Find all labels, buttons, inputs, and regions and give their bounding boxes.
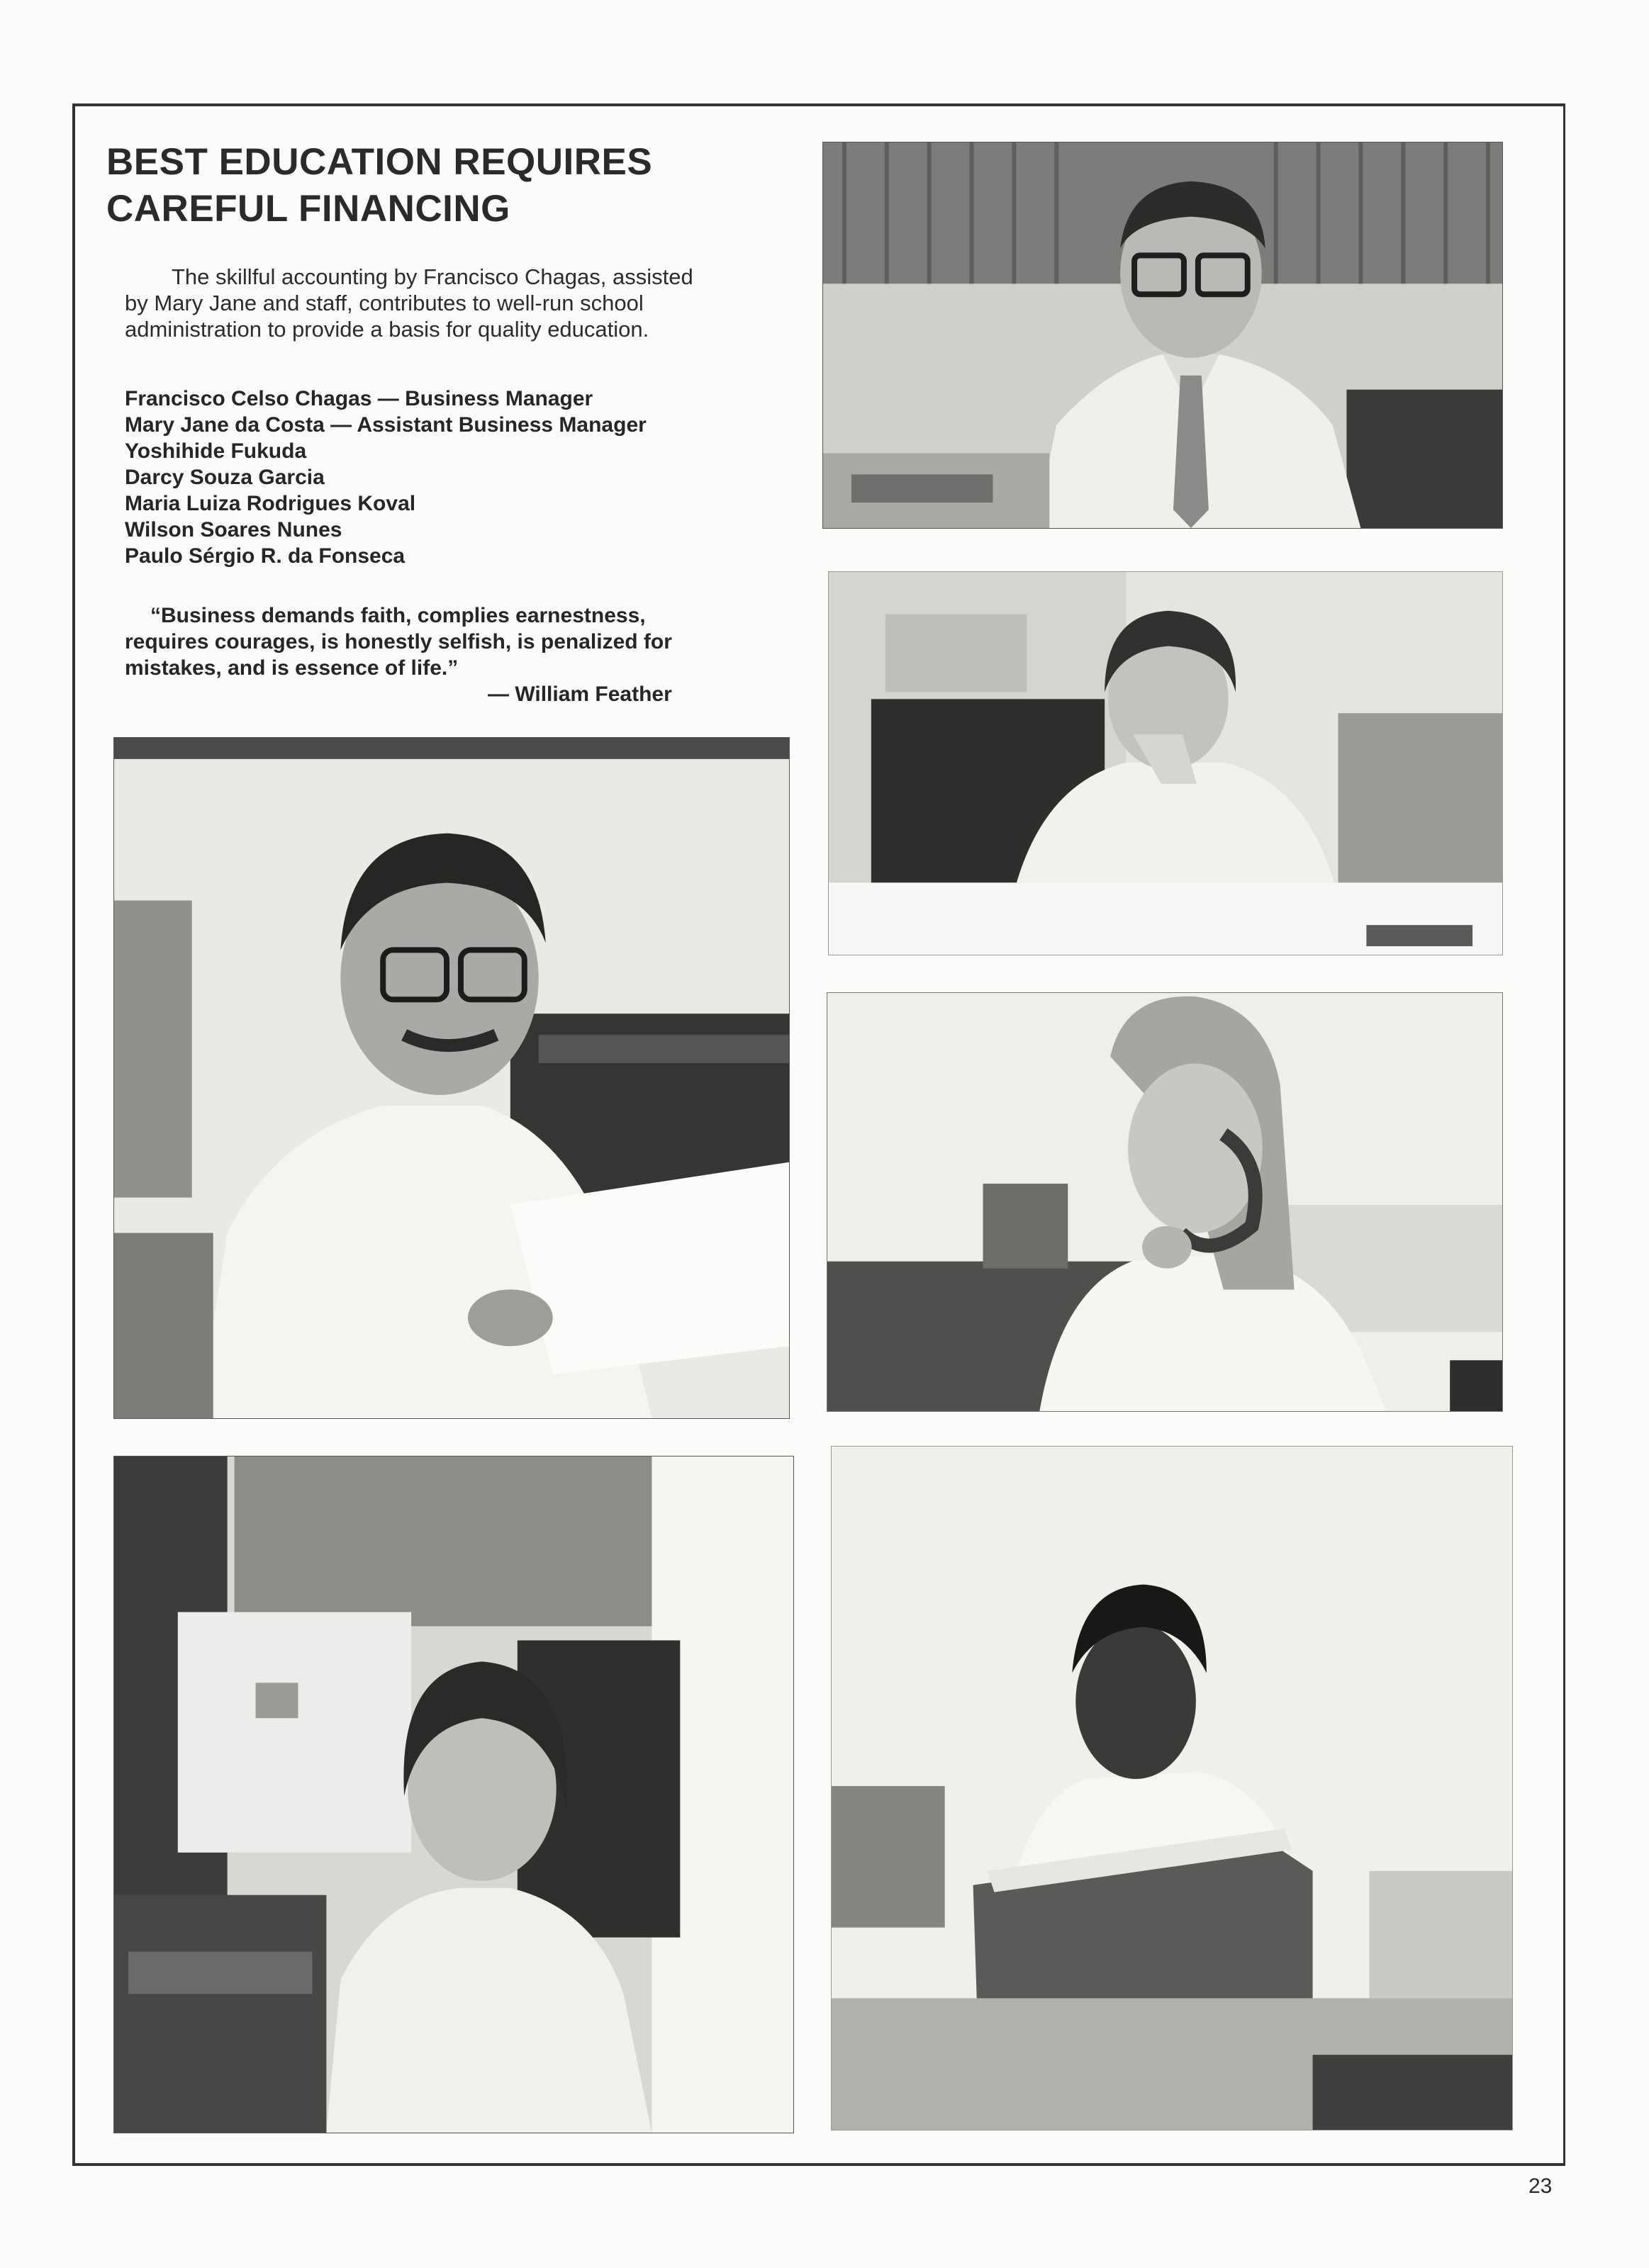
staff-entry: Wilson Soares Nunes [125, 518, 342, 541]
intro-line: by Mary Jane and staff, contributes to well-run school [125, 291, 644, 315]
staff-entry: Paulo Sérgio R. da Fonseca [125, 544, 406, 568]
photo-staff-woman-desk [828, 571, 1503, 955]
quote [125, 602, 791, 681]
photo-man-reading-ledger [831, 1446, 1513, 2131]
page-number: 23 [1528, 2174, 1553, 2198]
headline-line-2: CAREFUL FINANCING [106, 188, 510, 230]
quote-attribution: — William Feather [488, 683, 672, 706]
intro-line: The skillful accounting by Francisco Chagas, assisted [172, 264, 693, 289]
quote-line: “Business demands faith, complies earnestness, [150, 604, 646, 627]
staff-entry: Maria Luiza Rodrigues Koval [125, 492, 416, 515]
staff-entry: Mary Jane da Costa — Assistant Business Manager [125, 413, 647, 437]
headline [106, 139, 815, 232]
photo-woman-telephone [827, 992, 1503, 1412]
intro-paragraph [125, 264, 791, 342]
staff-list [125, 386, 820, 569]
headline-line-1: BEST EDUCATION REQUIRES [106, 141, 653, 183]
quote-line: requires courages, is honestly selfish, is penalized for [125, 630, 672, 653]
photo-woman-typewriter [113, 1456, 794, 2133]
staff-entry: Darcy Souza Garcia [125, 466, 325, 489]
staff-entry: Yoshihide Fukuda [125, 439, 307, 463]
staff-entry: Francisco Celso Chagas — Business Manager [125, 387, 593, 410]
photo-business-manager [822, 142, 1503, 529]
quote-line: mistakes, and is essence of life.” [125, 656, 459, 680]
photo-man-laughing-desk [113, 737, 790, 1419]
intro-line: administration to provide a basis for quality education. [125, 317, 649, 342]
